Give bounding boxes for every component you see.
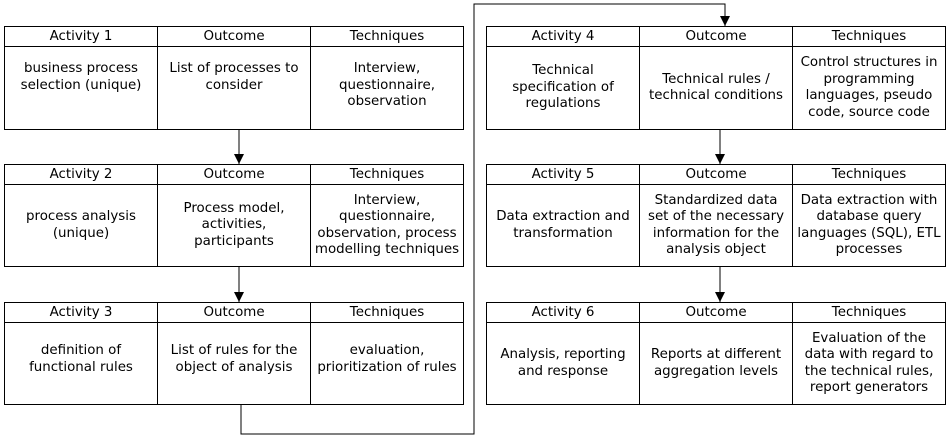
activity-block-4: [486, 26, 946, 130]
activity-label: Activity 4: [531, 28, 595, 44]
header-row: [4, 26, 464, 47]
techniques-text: Control structures in programming languages, pseudo code, source code: [792, 47, 945, 129]
techniques-header: Techniques: [310, 303, 463, 322]
activity-label: Activity 2: [49, 166, 113, 182]
activity-block-3: [4, 302, 464, 405]
techniques-header: Techniques: [792, 303, 945, 322]
activity-block-1: [4, 26, 464, 130]
outcome-text: Process model, activities, participants: [157, 185, 310, 266]
outcome-text: List of processes to consider: [157, 47, 310, 129]
activity-text: Data extraction and transformation: [496, 209, 630, 241]
activity-label: Activity 1: [49, 28, 113, 44]
techniques-text: Evaluation of the data with regard to the technical rules, report generators: [792, 323, 945, 404]
techniques-text: evaluation, prioritization of rules: [310, 323, 463, 404]
outcome-text: Reports at different aggregation levels: [639, 323, 792, 404]
activity-text: process analysis (unique): [26, 209, 136, 241]
content-row: [4, 46, 464, 130]
activity-label: Activity 6: [531, 304, 595, 320]
outcome-text: Standardized data set of the necessary information for the analysis object: [639, 185, 792, 266]
techniques-text: Data extraction with database query languages (SQL), ETL processes: [792, 185, 945, 266]
outcome-header: Outcome: [639, 165, 792, 184]
techniques-header: Techniques: [792, 27, 945, 46]
header-row: [486, 26, 946, 47]
header-row: [4, 164, 464, 185]
header-row: [486, 164, 946, 185]
activity-block-2: [4, 164, 464, 267]
header-row: [486, 302, 946, 323]
content-row: [486, 184, 946, 267]
techniques-text: Interview, questionnaire, observation, process modelling techniques: [310, 185, 463, 266]
outcome-text: Technical rules / technical conditions: [639, 47, 792, 129]
techniques-header: Techniques: [310, 165, 463, 184]
outcome-header: Outcome: [639, 303, 792, 322]
activity-block-5: [486, 164, 946, 267]
activity-block-6: [486, 302, 946, 405]
techniques-header: Techniques: [310, 27, 463, 46]
outcome-header: Outcome: [157, 27, 310, 46]
activity-label: Activity 5: [531, 166, 595, 182]
header-row: [4, 302, 464, 323]
content-row: [486, 46, 946, 130]
content-row: [4, 322, 464, 405]
outcome-header: Outcome: [157, 303, 310, 322]
activity-label: Activity 3: [49, 304, 113, 320]
activity-text: Technical specification of regulations: [512, 63, 614, 112]
outcome-header: Outcome: [157, 165, 310, 184]
techniques-header: Techniques: [792, 165, 945, 184]
activity-text: business process selection (unique): [20, 61, 142, 93]
content-row: [486, 322, 946, 405]
content-row: [4, 184, 464, 267]
activity-text: definition of functional rules: [29, 343, 133, 375]
outcome-header: Outcome: [639, 27, 792, 46]
activity-text: Analysis, reporting and response: [500, 347, 626, 379]
outcome-text: List of rules for the object of analysis: [157, 323, 310, 404]
techniques-text: Interview, questionnaire, observation: [310, 47, 463, 129]
